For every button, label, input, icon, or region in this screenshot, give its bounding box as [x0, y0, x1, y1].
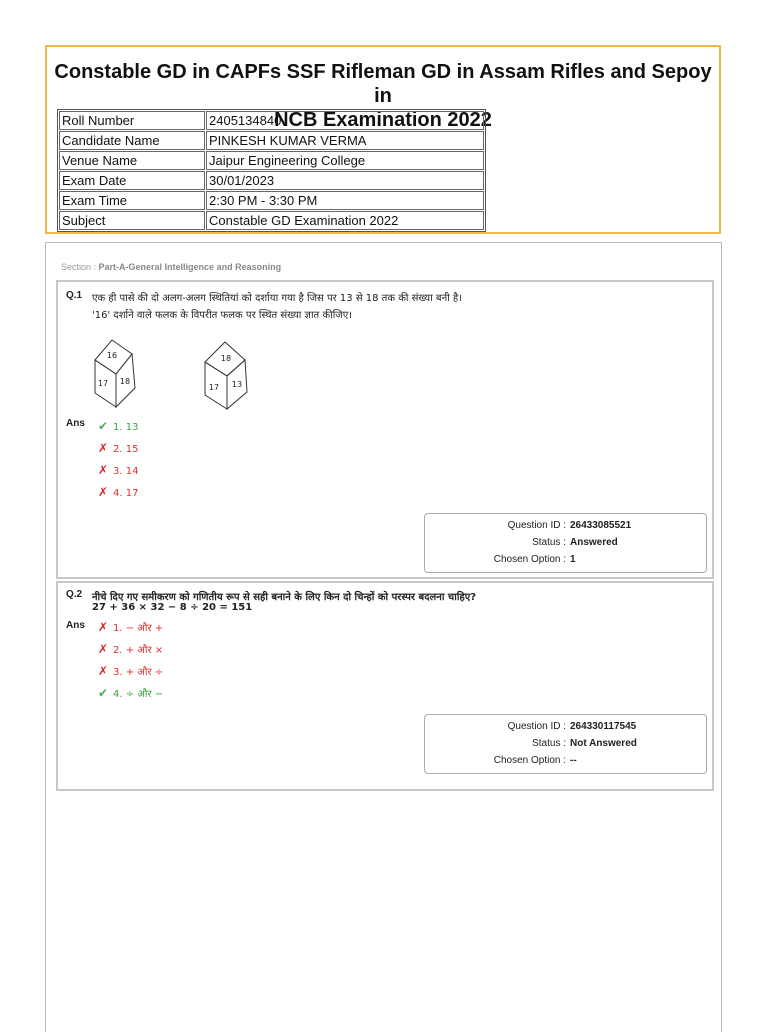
- question-number: Q.2: [66, 589, 83, 600]
- exam-title-line2: NCB Examination 2022: [274, 109, 492, 131]
- option-2: [98, 642, 163, 656]
- dice2-left: 17: [208, 383, 220, 392]
- option-4: [98, 686, 163, 700]
- info-value: Constable GD Examination 2022: [206, 211, 484, 230]
- info-label: Candidate Name: [59, 131, 205, 150]
- question-card-2: [56, 581, 714, 791]
- cross-icon: ✗: [98, 485, 109, 499]
- question-id-value: 264330117545: [570, 721, 637, 732]
- chosen-option-label: Chosen Option :: [493, 755, 566, 766]
- question-number: Q.1: [66, 290, 83, 301]
- option-2: [98, 441, 138, 455]
- status-value: Answered: [570, 537, 618, 548]
- option-text: 3. + और ÷: [113, 667, 164, 678]
- info-label: Exam Date: [59, 171, 205, 190]
- option-text: 4. 17: [113, 488, 139, 499]
- info-label: Roll Number: [59, 111, 205, 130]
- dice2-right: 13: [231, 380, 243, 389]
- option-text: 3. 14: [113, 466, 139, 477]
- info-value: 30/01/2023: [206, 171, 484, 190]
- section-prefix: Section :: [61, 262, 99, 272]
- status-label: Status :: [532, 537, 566, 548]
- info-label: Exam Time: [59, 191, 205, 210]
- dice-figure-1: [90, 334, 142, 412]
- status-label: Status :: [532, 738, 566, 749]
- cross-icon: ✗: [98, 463, 109, 477]
- cross-icon: ✗: [98, 664, 109, 678]
- question-meta-box: [424, 513, 707, 573]
- info-value: PINKESH KUMAR VERMA: [206, 131, 484, 150]
- option-text: 2. + और ×: [113, 645, 164, 656]
- dice1-top: 16: [106, 351, 118, 360]
- info-value: 2:30 PM - 3:30 PM: [206, 191, 484, 210]
- info-row: [59, 131, 484, 150]
- dice1-left: 17: [97, 379, 109, 388]
- check-icon: ✔: [98, 419, 109, 433]
- question-text: '16' दर्शाने वाले फलक के विपरीत फलक पर स्थित संख्या ज्ञात कीजिए।: [92, 310, 353, 321]
- question-id-label: Question ID :: [507, 721, 566, 732]
- info-row: [59, 151, 484, 170]
- option-1: [98, 620, 163, 634]
- candidate-info-table: [57, 109, 486, 232]
- info-row: [59, 211, 484, 230]
- section-label: [61, 262, 281, 272]
- info-label: Subject: [59, 211, 205, 230]
- info-row: [59, 171, 484, 190]
- ans-label: Ans: [66, 418, 85, 429]
- dice1-right: 18: [119, 377, 131, 386]
- option-text: 1. − और +: [113, 623, 164, 634]
- option-text: 1. 13: [113, 422, 139, 433]
- exam-title-line1: Constable GD in CAPFs SSF Rifleman GD in Assam Rifles and Sepoy in: [54, 61, 712, 107]
- question-id-label: Question ID :: [507, 520, 566, 531]
- info-value: Jaipur Engineering College: [206, 151, 484, 170]
- option-4: [98, 485, 138, 499]
- option-1: [98, 419, 138, 433]
- info-row: [59, 111, 484, 130]
- question-text: एक ही पासे की दो अलग-अलग स्थितियां को दर्शाया गया है जिस पर 13 से 18 तक की संख्या बनी है।: [92, 293, 462, 304]
- option-3: [98, 463, 138, 477]
- status-value: Not Answered: [570, 738, 637, 749]
- option-text: 2. 15: [113, 444, 139, 455]
- chosen-option-value: 1: [570, 554, 576, 565]
- exam-header: [45, 45, 721, 234]
- question-id-value: 26433085521: [570, 520, 632, 531]
- option-3: [98, 664, 163, 678]
- cross-icon: ✗: [98, 642, 109, 656]
- chosen-option-value: --: [570, 755, 577, 766]
- info-row: [59, 191, 484, 210]
- info-value: 2405134840: [206, 111, 484, 130]
- dice2-top: 18: [220, 354, 232, 363]
- section-name: Part-A-General Intelligence and Reasoning: [98, 262, 282, 272]
- cross-icon: ✗: [98, 441, 109, 455]
- info-label: Venue Name: [59, 151, 205, 170]
- cross-icon: ✗: [98, 620, 109, 634]
- ans-label: Ans: [66, 620, 85, 631]
- question-paper: [45, 242, 722, 1032]
- question-card-1: [56, 280, 714, 579]
- chosen-option-label: Chosen Option :: [493, 554, 566, 565]
- question-meta-box: [424, 714, 707, 774]
- question-text: नीचे दिए गए समीकरण को गणितीय रूप से सही बनाने के लिए किन दो चिन्हों को परस्पर बदलना चाहिए?: [92, 592, 477, 603]
- dice-figure-2: [201, 334, 253, 412]
- check-icon: ✔: [98, 686, 109, 700]
- question-equation: 27 + 36 × 32 − 8 ÷ 20 = 151: [92, 602, 253, 613]
- option-text: 4. ÷ और −: [113, 689, 164, 700]
